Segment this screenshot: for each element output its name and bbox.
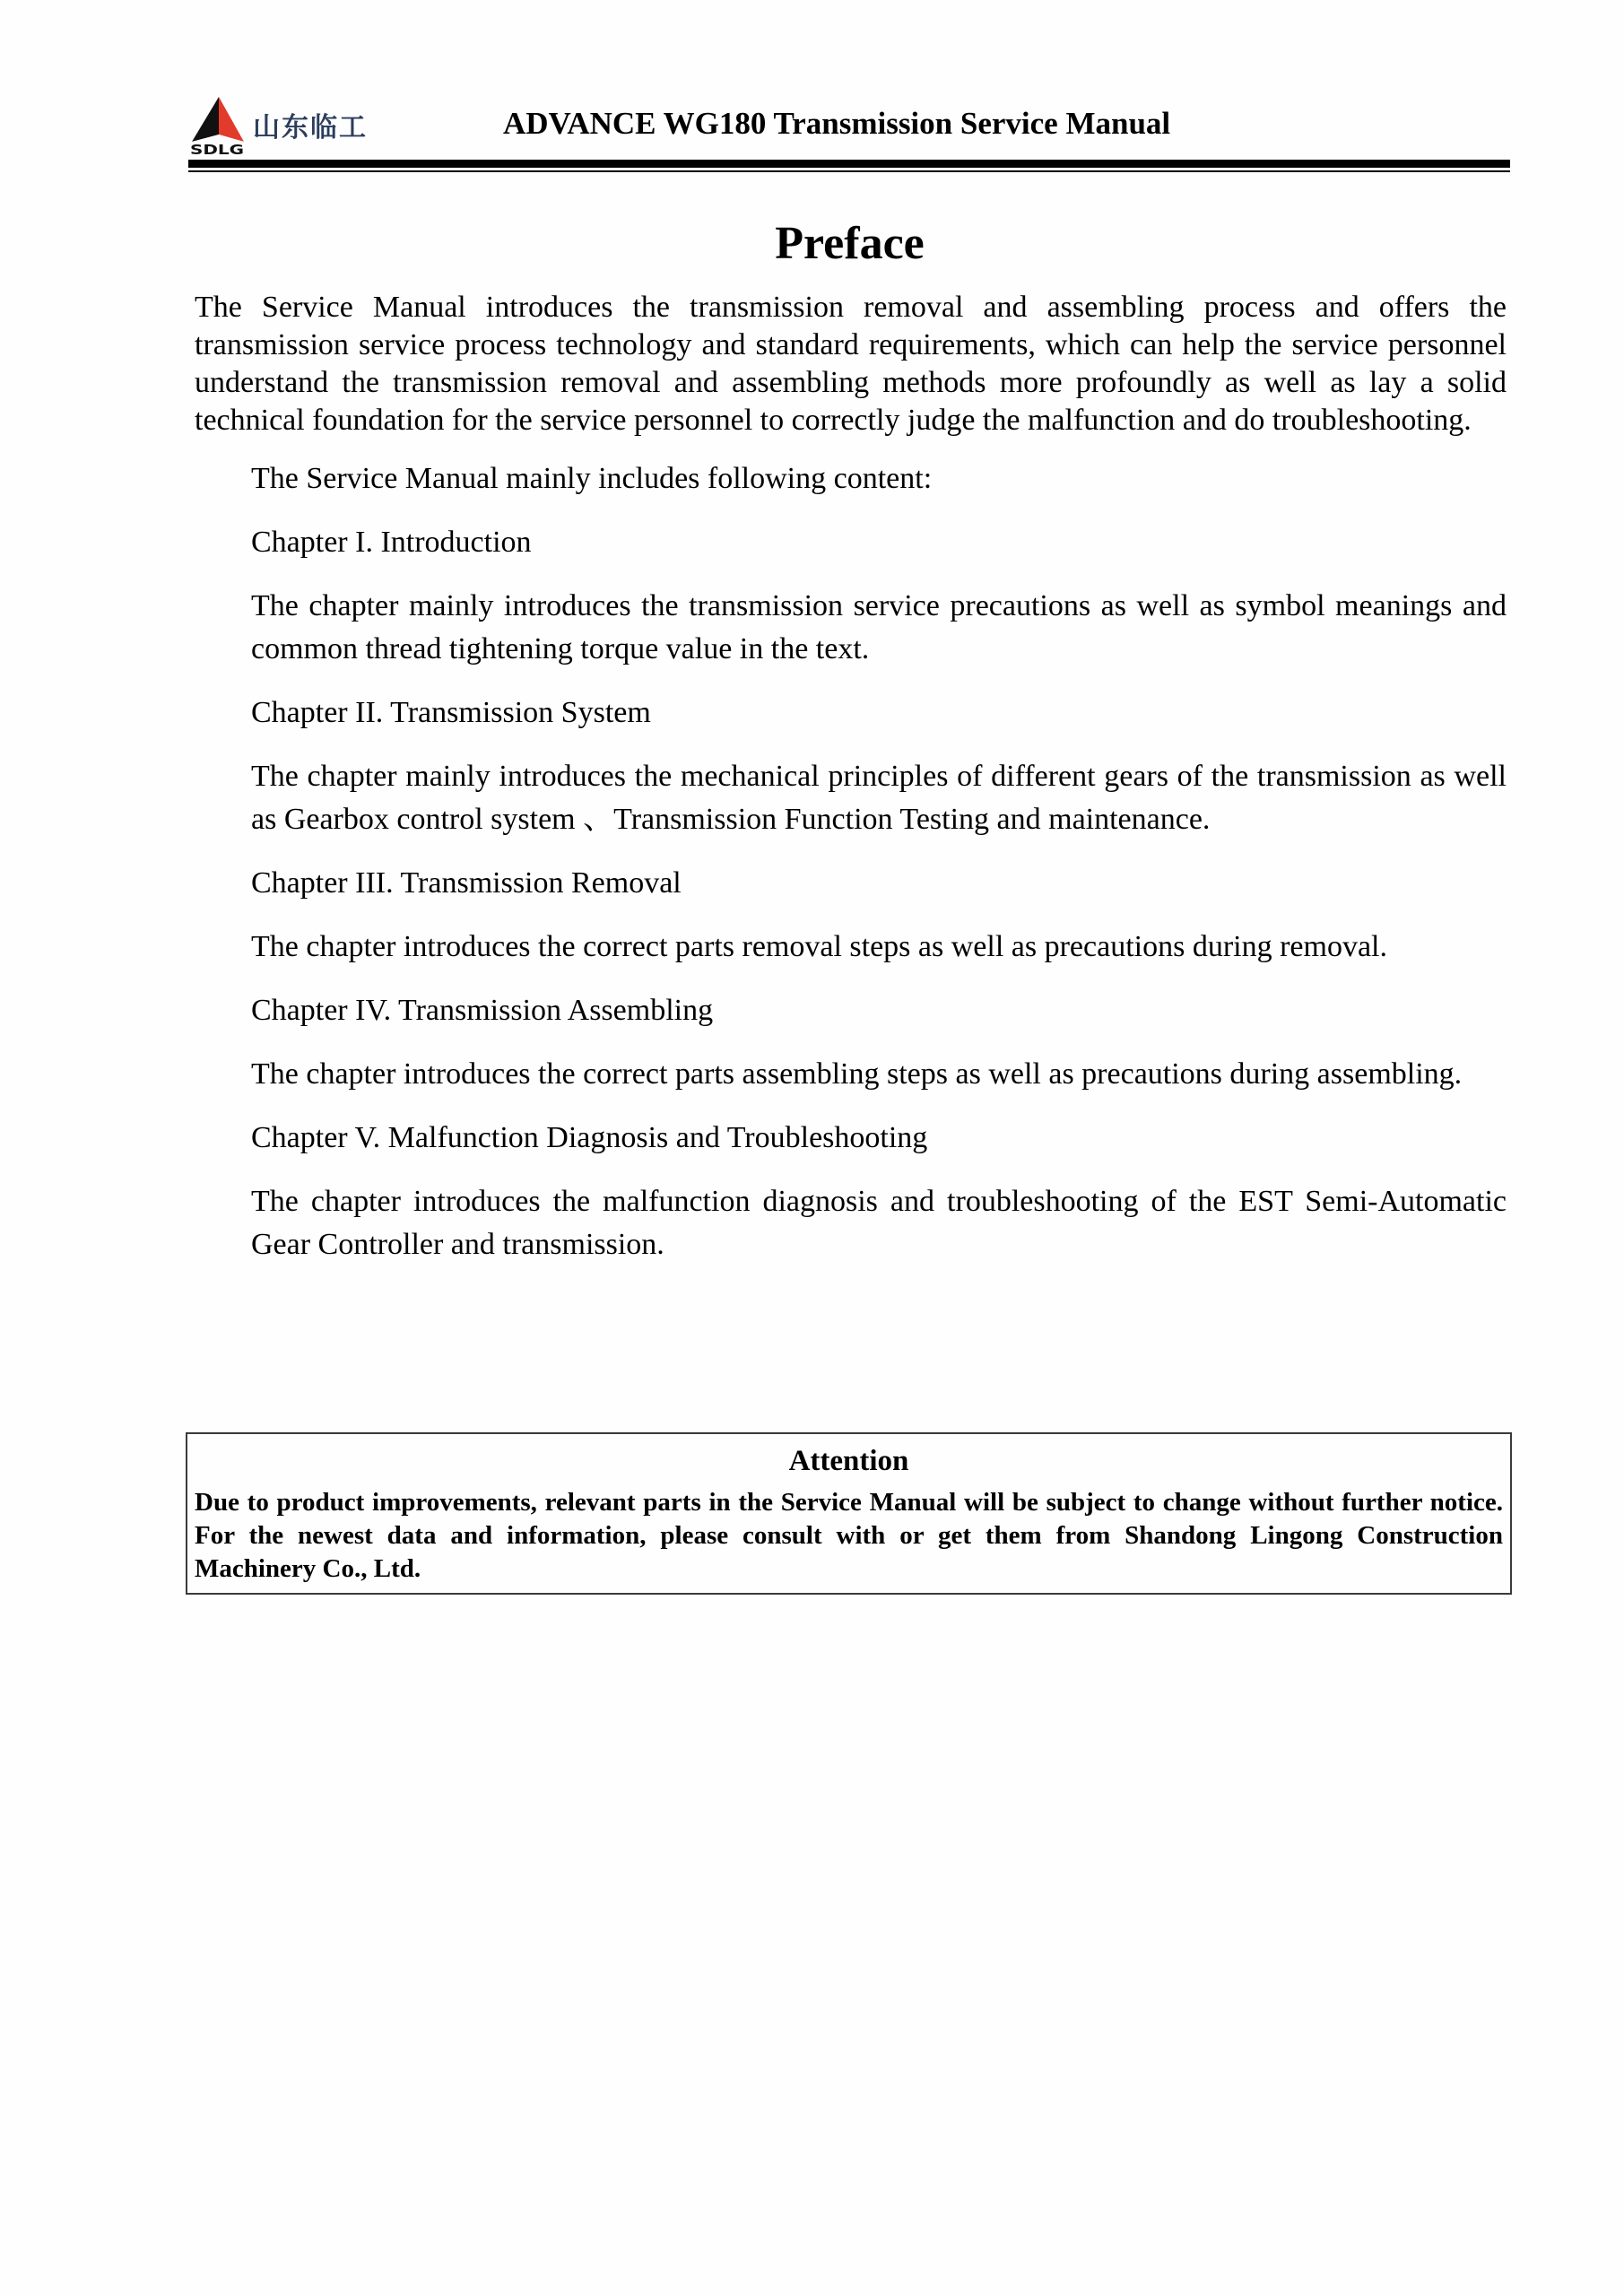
header-divider-thin <box>188 170 1510 172</box>
chapter-heading: Chapter IV. Transmission Assembling <box>251 994 714 1027</box>
manual-title: ADVANCE WG180 Transmission Service Manual <box>503 106 1171 141</box>
chapter-heading: Chapter V. Malfunction Diagnosis and Troubleshooting <box>251 1121 928 1154</box>
preface-content <box>195 289 1507 1266</box>
contents-lead: The Service Manual mainly includes following content: <box>251 462 933 495</box>
chapter-description: The chapter introduces the correct parts assembling steps as well as precautions during assembling. <box>251 1057 1463 1091</box>
chapter-heading: Chapter III. Transmission Removal <box>251 866 682 900</box>
company-logo <box>188 95 396 156</box>
header-divider-thick <box>188 160 1510 168</box>
attention-title: Attention <box>788 1445 909 1477</box>
sdlg-triangle-logo-icon <box>188 95 248 156</box>
chapter-description: The chapter introduces the correct parts removal steps as well as precautions during removal. <box>251 930 1387 963</box>
page-title: Preface <box>775 218 925 269</box>
chapter-description: The chapter mainly introduces the mechanical principles of different gears of the transmission as well as Gearbox control system 、Transmission Function Testing and maintenance. <box>251 760 1507 836</box>
chapter-heading: Chapter I. Introduction <box>251 526 532 559</box>
chapter-description: The chapter mainly introduces the transmission service precautions as well as symbol meanings and common thread tightening torque value in the text. <box>251 589 1507 665</box>
intro-paragraph: The Service Manual introduces the transmission removal and assembling process and offers the transmission service process technology and standard requirements, which can help the service personnel understand the transmission removal and assembling methods more profoundly as well as lay a solid technical foundation for the service personnel to correctly judge the malfunction and do troubleshooting. <box>195 291 1507 437</box>
logo-latin-wordmark: SDLG <box>190 142 244 156</box>
page-header <box>188 93 1510 174</box>
attention-body: Due to product improvements, relevant parts in the Service Manual will be subject to change without further notice. For the newest data and information, please consult with or get them from Shandong Lingong Construction Machinery Co., Ltd. <box>195 1488 1503 1583</box>
attention-notice-box <box>186 1432 1512 1595</box>
chapter-description: The chapter introduces the malfunction diagnosis and troubleshooting of the EST Semi-Automatic Gear Controller and transmission. <box>251 1185 1507 1261</box>
chapter-heading: Chapter II. Transmission System <box>251 696 651 729</box>
logo-chinese-wordmark: 山东临工 <box>253 112 368 144</box>
